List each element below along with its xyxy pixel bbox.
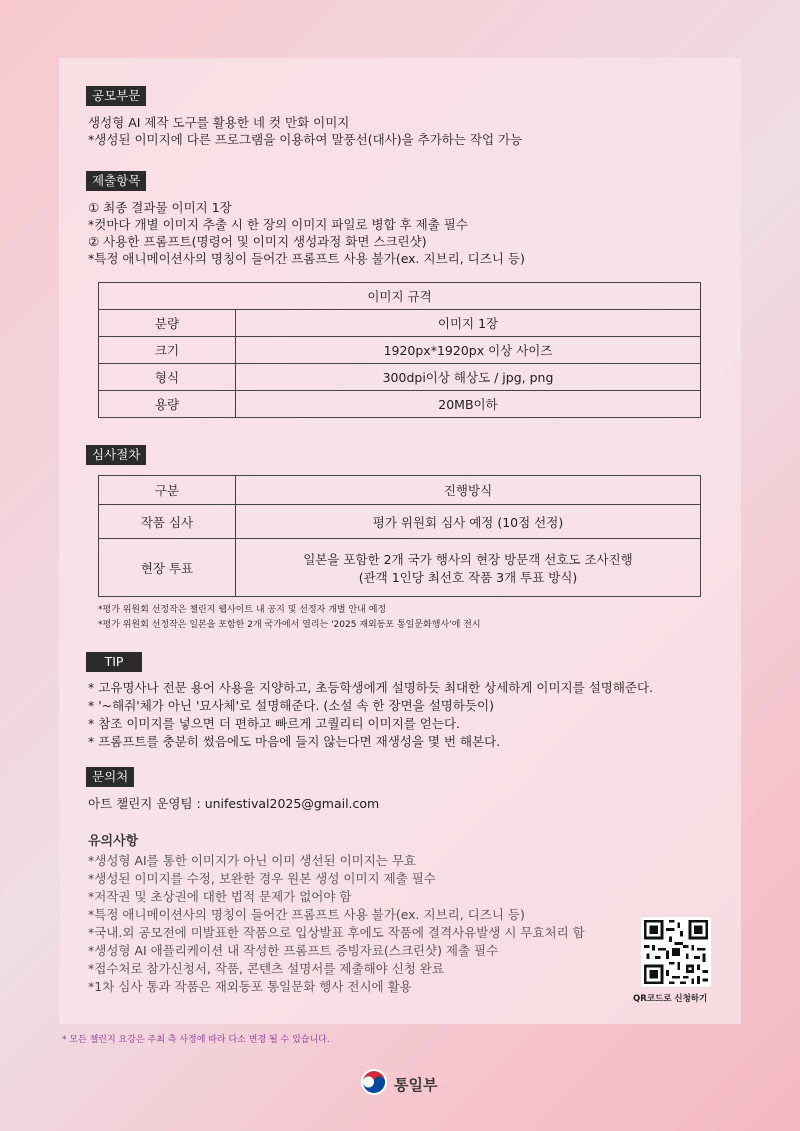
tip-line: * 프롬프트를 충분히 썼음에도 마음에 들지 않는다면 재생성을 몇 번 해본다.: [88, 734, 501, 749]
review-note: *평가 위원회 선정작은 챌린지 웹사이트 내 공지 및 선정자 개별 안내 예정: [98, 605, 387, 615]
review-note: *평가 위원회 선정작은 일본을 포함한 2개 국가에서 열리는 '2025 재외동포 통일문화행사'에 전시: [98, 620, 481, 630]
review-value: [236, 539, 701, 597]
taegeuk-emblem-icon: [360, 1068, 388, 1100]
notes-line: *국내.외 공모전에 미발표한 작품으로 입상발표 후에도 작품에 결격사유발생 시 무효처리 함: [88, 925, 585, 940]
spec-value: 300dpi이상 해상도 / jpg, png: [236, 364, 701, 391]
tip-line: * 참조 이미지를 넣으면 더 편하고 빠르게 고퀄리티 이미지를 얻는다.: [88, 716, 461, 731]
review-value-line: (관객 1인당 최선호 작품 3개 투표 방식): [358, 569, 578, 585]
qr-label: QR코드로 신청하기: [633, 994, 708, 1004]
disclaimer: * 모든 챌린지 요강은 주최 측 사정에 따라 다소 변경 될 수 있습니다.: [62, 1035, 330, 1045]
submission-line: *특정 애니메이션사의 명칭이 들어간 프롬프트 사용 불가(ex. 지브리, 디즈니 등): [88, 251, 525, 266]
notes-line: *생성형 AI를 통한 이미지가 아닌 이미 생선된 이미지는 무효: [88, 853, 417, 868]
section-tag-contact: 문의처: [86, 767, 134, 787]
review-value-line: 일본을 포함한 2개 국가 행사의 현장 방문객 선호도 조사진행: [303, 551, 633, 567]
spec-key: 크기: [99, 337, 236, 364]
review-value: 평가 위원회 심사 예정 (10점 선정): [236, 505, 701, 539]
section-tag-submission: 제출항목: [86, 171, 146, 191]
tip-line: * '~해줘'체가 아닌 '묘사체'로 설명해준다. (소설 속 한 장면을 설명하듯이): [88, 698, 494, 713]
review-key: 작품 심사: [99, 505, 236, 539]
notes-line: *생성된 이미지를 수정, 보완한 경우 원본 생성 이미지 제출 필수: [88, 871, 436, 886]
spec-value: 1920px*1920px 이상 사이즈: [236, 337, 701, 364]
contact-line: 아트 챌린지 운영팀 : unifestival2025@gmail.com: [88, 796, 380, 811]
submission-line: *컷마다 개별 이미지 추출 시 한 장의 이미지 파일로 병합 후 제출 필수: [88, 217, 468, 232]
spec-value: 이미지 1장: [236, 310, 701, 337]
spec-table-title: 이미지 규격: [99, 283, 701, 310]
notes-line: *저작권 및 초상권에 대한 법적 문제가 없어야 함: [88, 889, 352, 904]
section-tag-category: 공모부문: [86, 86, 146, 106]
notes-line: *접수처로 참가신청서, 작품, 콘텐츠 설명서를 제출해야 신청 완료: [88, 961, 444, 976]
review-key: 현장 투표: [99, 539, 236, 597]
review-header-key: 구분: [99, 476, 236, 505]
notes-line: *특정 애니메이션사의 명칭이 들어간 프롬프트 사용 불가(ex. 지브리, 디즈니 등): [88, 907, 525, 922]
submission-line: ① 최종 결과물 이미지 1장: [88, 200, 232, 215]
spec-key: 분량: [99, 310, 236, 337]
notes-title: 유의사항: [88, 834, 139, 849]
section-tag-tip: TIP: [86, 652, 142, 672]
category-line: 생성형 AI 제작 도구를 활용한 네 컷 만화 이미지: [88, 115, 350, 130]
review-header-value: 진행방식: [236, 476, 701, 505]
notes-line: *생성형 AI 애플리케이션 내 작성한 프롬프트 증빙자료(스크린샷) 제출 필수: [88, 943, 499, 958]
org-name: 통일부: [394, 1075, 438, 1094]
notes-line: *1차 심사 통과 작품은 재외동포 통일문화 행사 전시에 활용: [88, 979, 412, 994]
spec-key: 형식: [99, 364, 236, 391]
footer-logo: [360, 1068, 437, 1100]
submission-line: ② 사용한 프롬프트(명령어 및 이미지 생성과정 화면 스크린샷): [88, 234, 427, 249]
image-spec-table: [98, 282, 701, 418]
section-tag-review: 심사절차: [86, 445, 146, 465]
qr-code-icon[interactable]: [641, 917, 711, 987]
spec-value: 20MB이하: [236, 391, 701, 418]
spec-key: 용량: [99, 391, 236, 418]
category-line: *생성된 이미지에 다른 프로그램을 이용하여 말풍선(대사)을 추가하는 작업 가능: [88, 132, 523, 147]
review-table: [98, 475, 701, 597]
tip-line: * 고유명사나 전문 용어 사용을 지양하고, 초등학생에게 설명하듯 최대한 상세하게 이미지를 설명해준다.: [88, 680, 654, 695]
